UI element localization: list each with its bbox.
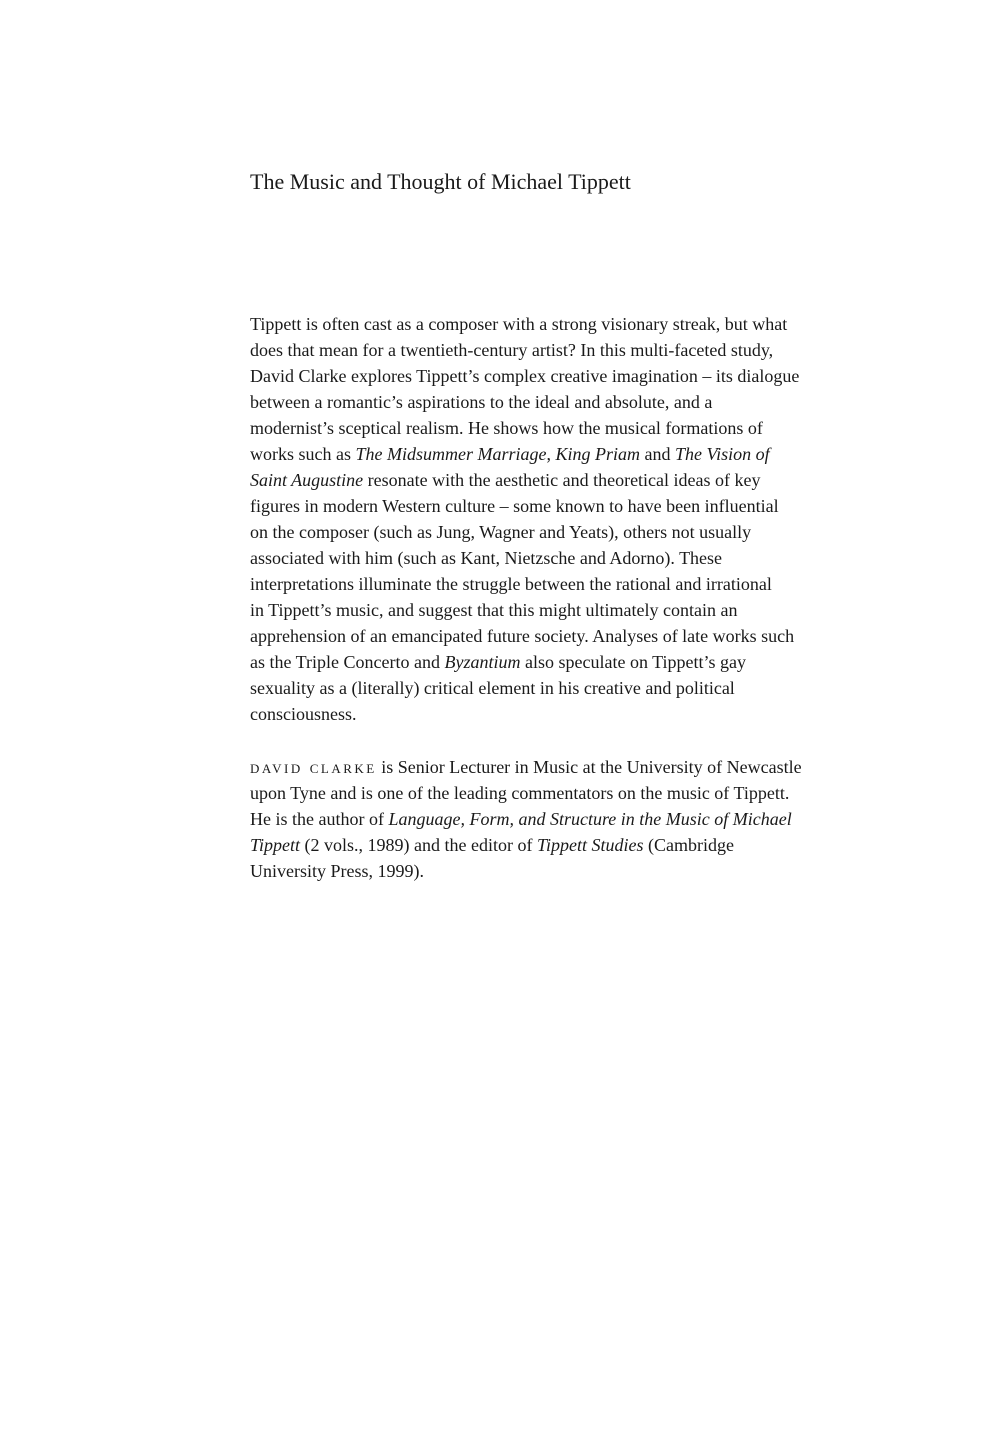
text-run: figures in modern Western culture – some known to have been influential	[250, 496, 779, 516]
text-line	[250, 389, 854, 415]
book-title-language-form: Language, Form, and Structure in the Music of Michael	[388, 809, 792, 829]
text-run: also speculate on Tippett’s gay	[520, 652, 746, 672]
text-line	[250, 832, 854, 858]
text-run: (2 vols., 1989) and the editor of	[300, 835, 537, 855]
text-line	[250, 754, 854, 780]
text-line	[250, 806, 854, 832]
text-line	[250, 649, 854, 675]
text-line	[250, 311, 854, 337]
work-title-king-priam: King Priam	[555, 444, 641, 464]
text-run: David Clarke explores Tippett’s complex creative imagination – its dialogue	[250, 366, 800, 386]
text-run: interpretations illuminate the struggle between the rational and irrational	[250, 574, 772, 594]
text-line	[250, 415, 854, 441]
text-line	[250, 701, 854, 727]
text-line	[250, 337, 854, 363]
work-title-vision-part: The Vision of	[675, 444, 770, 464]
text-line	[250, 467, 854, 493]
book-description	[250, 311, 854, 727]
work-title-byzantium: Byzantium	[444, 652, 521, 672]
page-title: The Music and Thought of Michael Tippett	[250, 169, 631, 194]
text-run: resonate with the aesthetic and theoretical ideas of key	[363, 470, 761, 490]
text-run: sexuality as a (literally) critical element in his creative and political	[250, 678, 735, 698]
text-run: (Cambridge	[643, 835, 734, 855]
author-name: david clarke	[250, 757, 377, 777]
text-line	[250, 675, 854, 701]
text-run: on the composer (such as Jung, Wagner and Yeats), others not usually	[250, 522, 752, 542]
author-bio	[250, 754, 854, 884]
work-title-midsummer-marriage: The Midsummer Marriage	[355, 444, 547, 464]
text-line	[250, 780, 854, 806]
text-run: does that mean for a twentieth-century artist? In this multi-faceted study,	[250, 340, 774, 360]
text-run: as the Triple Concerto and	[250, 652, 445, 672]
text-line	[250, 441, 854, 467]
book-title-tippett-studies: Tippett Studies	[536, 835, 644, 855]
text-line	[250, 858, 854, 884]
text-line	[250, 623, 854, 649]
book-title-tippett-part: Tippett	[250, 835, 301, 855]
text-run: upon Tyne and is one of the leading commentators on the music of Tippett.	[250, 783, 790, 803]
text-line	[250, 519, 854, 545]
text-line	[250, 545, 854, 571]
text-run: He is the author of	[250, 809, 389, 829]
text-run: in Tippett’s music, and suggest that this might ultimately contain an	[250, 600, 738, 620]
work-title-saint-augustine: Saint Augustine	[250, 470, 364, 490]
text-run: associated with him (such as Kant, Nietzsche and Adorno). These	[250, 548, 723, 568]
text-line	[250, 493, 854, 519]
text-run: apprehension of an emancipated future society. Analyses of late works such	[250, 626, 795, 646]
text-line	[250, 597, 854, 623]
text-run: works such as	[250, 444, 356, 464]
text-run: is Senior Lecturer in Music at the University of Newcastle	[376, 757, 802, 777]
text-line	[250, 363, 854, 389]
text-run: Tippett is often cast as a composer with a strong visionary streak, but what	[250, 314, 788, 334]
text-run: University Press, 1999).	[250, 861, 424, 881]
text-line	[250, 571, 854, 597]
text-run: between a romantic’s aspirations to the ideal and absolute, and a	[250, 392, 713, 412]
text-run: modernist’s sceptical realism. He shows how the musical formations of	[250, 418, 763, 438]
text-run: ,	[546, 444, 556, 464]
text-run: and	[640, 444, 676, 464]
text-run: consciousness.	[250, 704, 357, 724]
